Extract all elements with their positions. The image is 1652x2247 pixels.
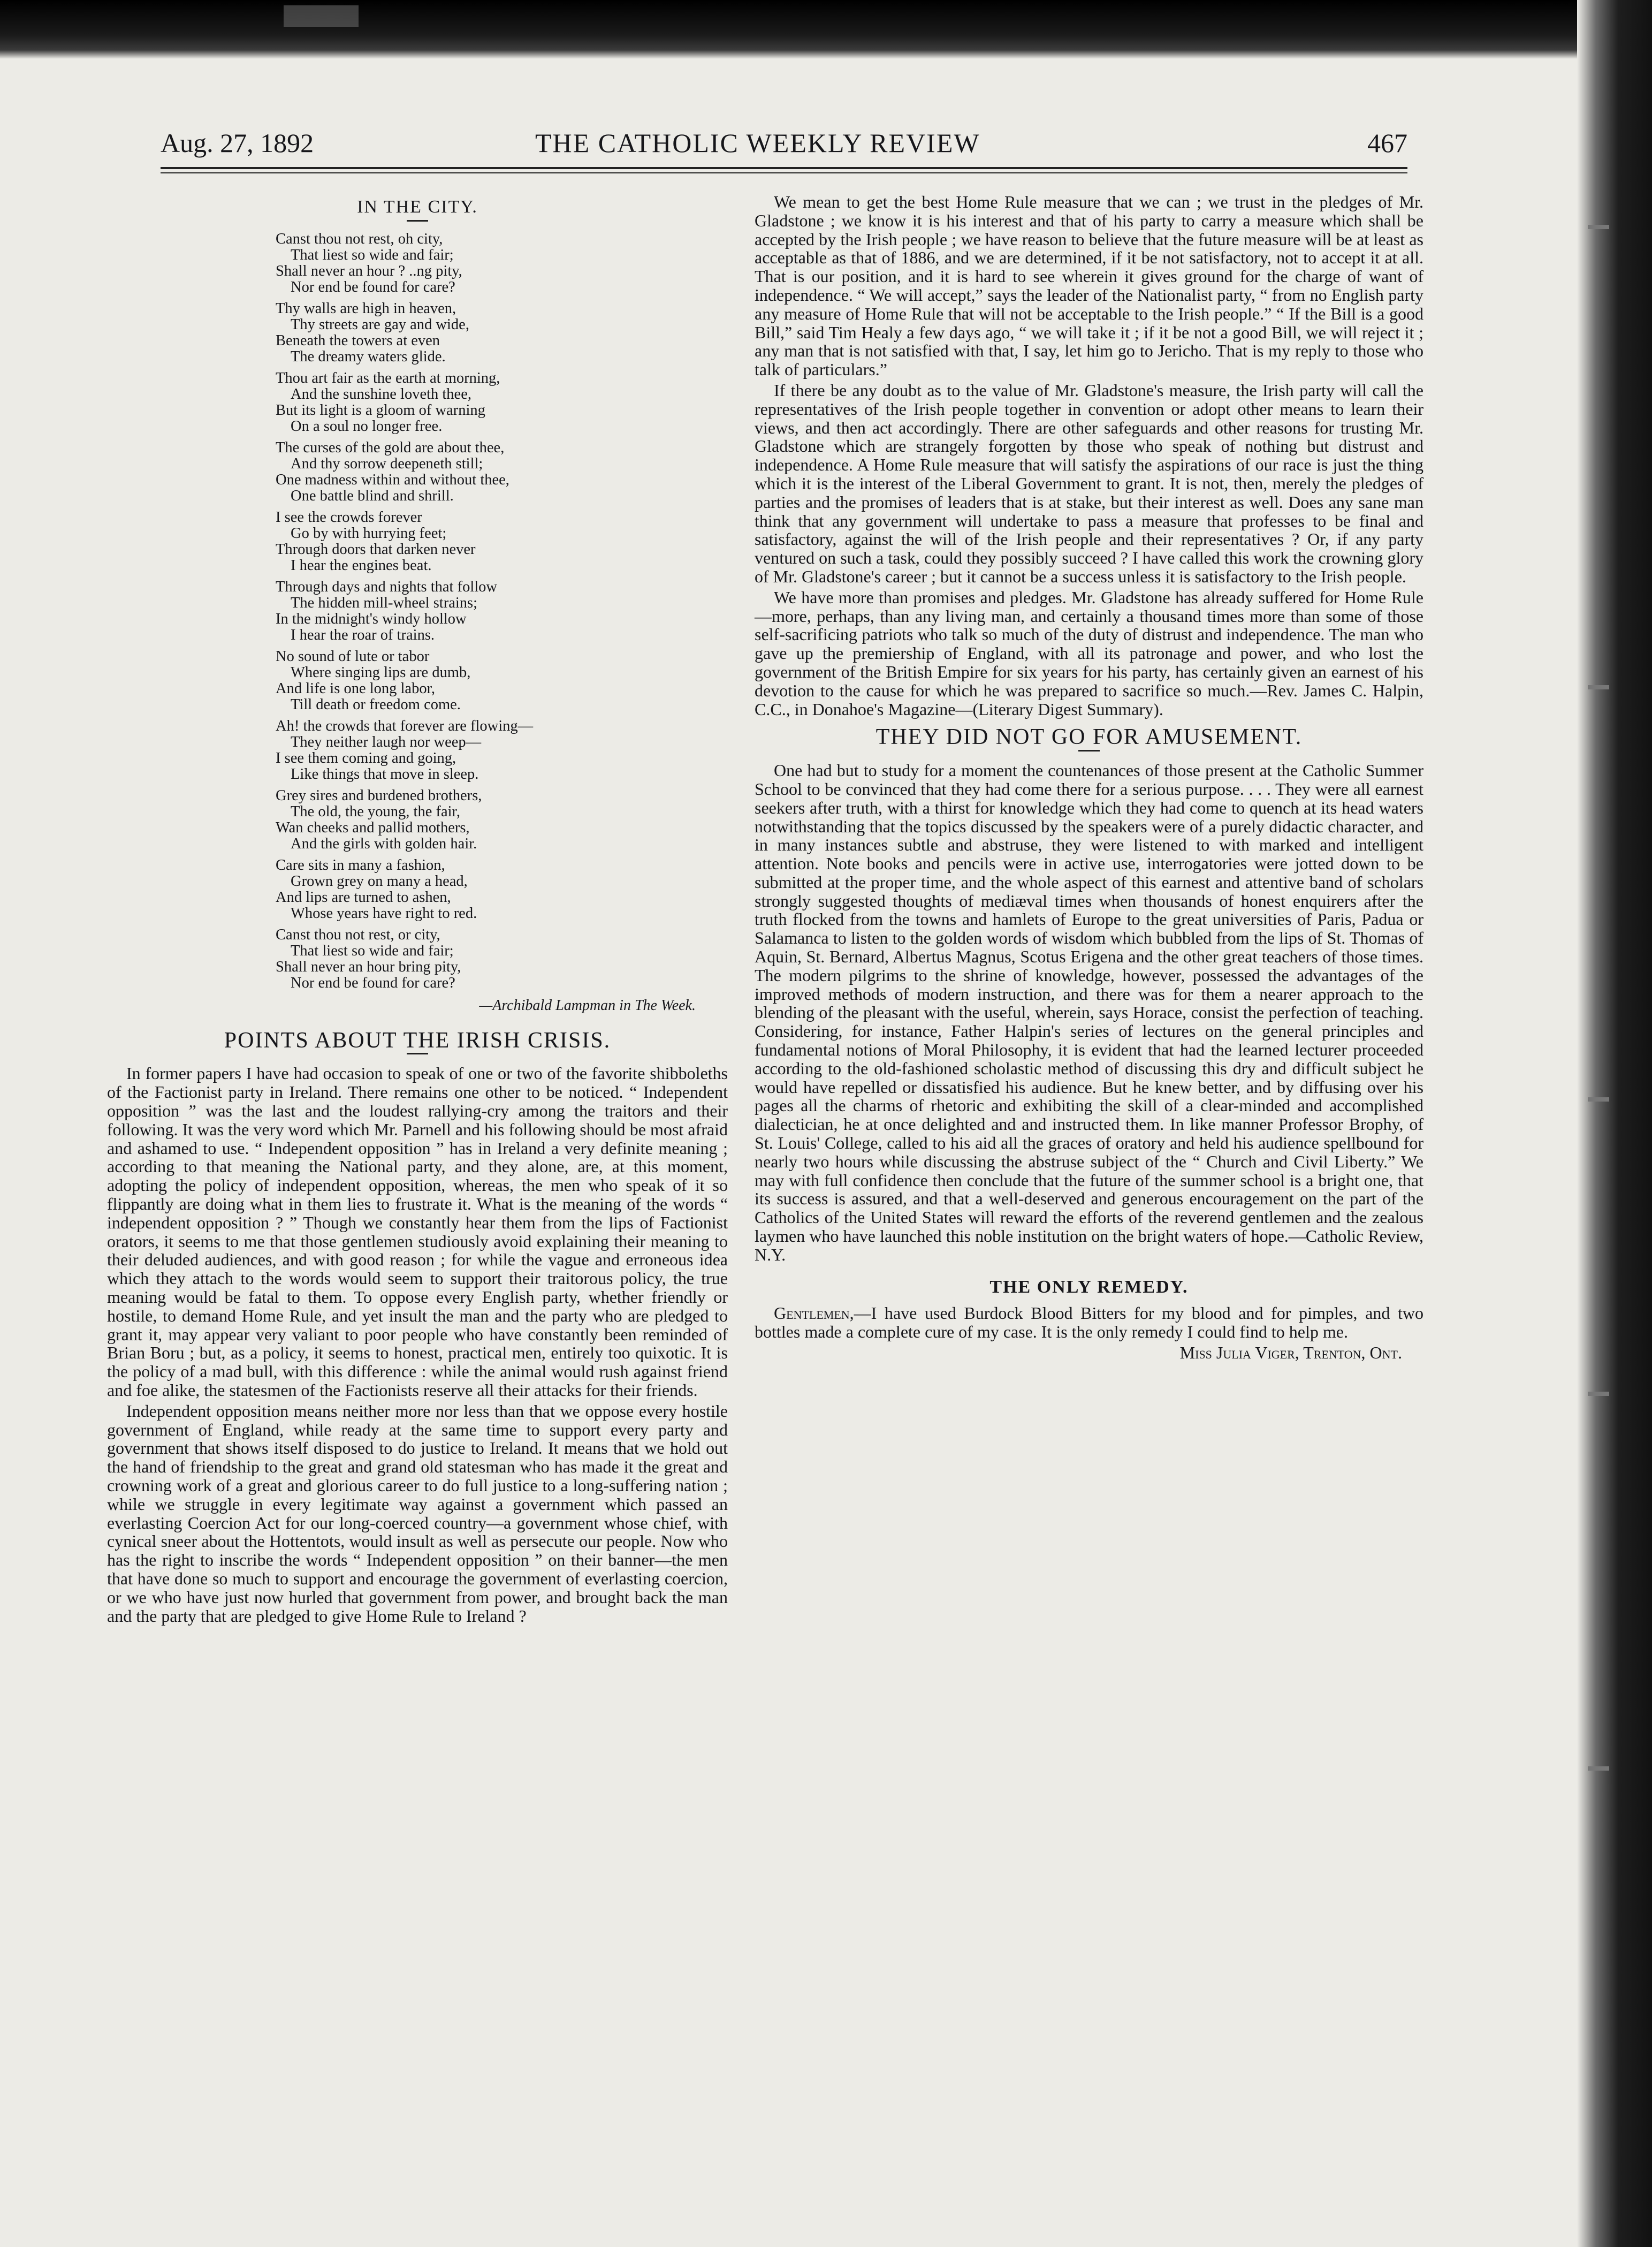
poem-line: But its light is a gloom of warning: [276, 401, 485, 419]
poem-line: And life is one long labor,: [276, 680, 436, 697]
poem-stanza: [276, 301, 728, 365]
poem-line: The old, the young, the fair,: [291, 803, 461, 820]
poem-line: I see them coming and going,: [276, 749, 456, 766]
header-page-number: 467: [1367, 128, 1407, 158]
right-column: [755, 193, 1423, 1362]
poem-line: And the sunshine loveth thee,: [291, 385, 471, 403]
poem-line: Whose years have right to red.: [291, 905, 477, 922]
poem-stanza: [276, 510, 728, 574]
section-dash: [407, 1053, 428, 1054]
poem-line: Canst thou not rest, oh city,: [276, 230, 443, 247]
poem-line: They neither laugh nor weep—: [291, 733, 482, 750]
remedy-title: THE ONLY REMEDY.: [989, 1277, 1189, 1297]
poem-line: Till death or freedom come.: [291, 696, 461, 713]
poem-stanza: [276, 231, 728, 295]
left-column: [107, 193, 728, 1627]
poem-stanza: [276, 927, 728, 991]
article-paragraph: In former papers I have had occasion to speak of one or two of the favorite shibboleths of the Factionist party in Ireland. There remains one other to be noticed. “ Independent opposition ” was the last and the loudest rallying-cry among the traitors and their following. It was the very word which Mr. Parnell and his following should be most afraid and ashamed to use. “ Independent opposition ” has in Ireland a very definite meaning ; according to that meaning the National party, and they alone, are, at this moment, adopting the policy of independent opposition, whereas, the men who speak of it so flippantly are doing what in them lies to frustrate it. What is the meaning of the words “ independent opposition ? ” Though we constantly hear them from the lips of Factionist orators, it seems to me that those gentlemen studiously avoid explaining their meaning to their deluded audiences, and with good reason ; for while the vague and erroneous idea which they attach to the words would seem to support their traitorous policy, the true meaning would be fatal to them. To oppose every English party, whether friendly or hostile, to demand Home Rule, and yet insult the man and the party who are pledged to grant it, may appear very valiant to poor people who have constantly been reminded of Brian Boru ; but, as a policy, it seems to honest, practical men, entirely too quixotic. It is the policy of a mad bull, with this difference : while the animal would rush against friend and foe alike, the statesmen of the Factionists reserve all their attacks for their friends.: [107, 1064, 728, 1400]
poem-line: Canst thou not rest, or city,: [276, 926, 440, 943]
remedy-paragraph: [755, 1304, 1423, 1341]
poem-attribution: —Archibald Lampman in The Week.: [479, 997, 696, 1014]
header-rule-thin: [161, 172, 1407, 173]
remedy-body: —I have used Burdock Blood Bitters for my blood and for pimples, and two bottles made a complete cure of my case. It is the only remedy I could find to help me.: [755, 1303, 1423, 1342]
poem-line: Grey sires and burdened brothers,: [276, 787, 482, 804]
poem-line: The curses of the gold are about thee,: [276, 439, 505, 456]
section-dash: [1078, 750, 1100, 751]
poem-line: On a soul no longer free.: [291, 417, 443, 435]
poem-line: Care sits in many a fashion,: [276, 856, 445, 874]
remedy-signature: Miss Julia Viger, Trenton, Ont.: [1179, 1343, 1402, 1363]
poem-line: Thy walls are high in heaven,: [276, 300, 456, 317]
poem-body: [276, 231, 728, 991]
poem-line: That liest so wide and fair;: [291, 246, 454, 263]
article-paragraph: One had but to study for a moment the countenances of those present at the Catholic Summer School to be convinced that they had come there for a serious purpose. . . . They were all earnest seekers after truth, with a thirst for knowledge which they had come to quench at its head waters notwithstanding that the topics discussed by the speakers were of a purely didactic character, and in many instances subtle and abstruse, they were listened to with marked and intelligent attention. Note books and pencils were in active use, interrogatories were jotted down to be submitted at the proper time, and the whole aspect of this earnest and attentive band of scholars strongly suggested thoughts of mediæval times when thousands of honest enquirers after the truth flocked from the towns and hamlets of Europe to the great universities of Paris, Padua or Salamanca to listen to the golden words of wisdom which bubbled from the lips of St. Thomas of Aquin, St. Bernard, Albertus Magnus, Scotus Erigena and the other great teachers of those times. The modern pilgrims to the shrine of knowledge, however, possessed the advantages of the improved methods of modern instruction, and there was for them a nearer approach to the blending of the pleasant with the useful, wherein, says Horace, consist the perfection of teaching. Considering, for instance, Father Halpin's series of lectures on the general principles and fundamental notions of Moral Philosophy, it is evident that had the learned lecturer proceeded according to the old-fashioned scholastic method of discussing this dry and difficult subject he would have repelled or dissatisfied his audience. But he knew better, and by diffusing over his pages all the charms of rhetoric and exhibiting the skill of a clear-minded and accomplished dialectician, he at once delighted and and instructed them. In like manner Professor Brophy, of St. Louis' College, called to his aid all the graces of oratory and held his audience spellbound for nearly two hours while discussing the abstruse subject of the “ Church and Civil Liberty.” We may with full confidence then conclude that the future of the summer school is a bright one, that its success is assured, and that a well-deserved and generous encouragement on the part of the Catholics of the United States will reward the efforts of the reverend gentlemen and the zealous laymen who have launched this noble institution on the bright waters of hope.—Catholic Review, N.Y.: [755, 761, 1423, 1264]
section-dash: [407, 220, 428, 222]
poem-line: That liest so wide and fair;: [291, 942, 454, 959]
poem-line: Nor end be found for care?: [291, 974, 455, 991]
poem-line: Thou art fair as the earth at morning,: [276, 369, 500, 386]
poem-line: I see the crowds forever: [276, 508, 422, 526]
poem-line: Through doors that darken never: [276, 541, 476, 558]
poem-line: Like things that move in sleep.: [291, 765, 479, 783]
poem-stanza: [276, 718, 728, 783]
header-title: THE CATHOLIC WEEKLY REVIEW: [535, 128, 980, 158]
poem-line: One battle blind and shrill.: [291, 487, 454, 504]
poem-line: One madness within and without thee,: [276, 471, 509, 488]
article-paragraph: If there be any doubt as to the value of Mr. Gladstone's measure, the Irish party will call the representatives of the Irish people together in convention or adopt other means to learn their views, and then act accordingly. There are other safeguards and other reasons for trusting Mr. Gladstone which are strangely forgotten by those who speak of nothing but distrust and independence. A Home Rule measure that will satisfy the aspirations of our race is just the thing which it is the interest of the Liberal Government to grant. It is not, then, merely the pledges of parties and the promises of leaders that is at stake, but their interest as well. Does any sane man think that any government will undertake to pass a measure that professes to be final and satisfactory, against the will of the Irish people and their representatives ? Or, if any party ventured on such a task, could they possibly succeed ? I have called this work the crowning glory of Mr. Gladstone's career ; but it cannot be a success unless it is satisfactory to the Irish people.: [755, 380, 1423, 586]
poem-line: Shall never an hour ? ..ng pity,: [276, 262, 462, 279]
poem-line: The dreamy waters glide.: [291, 348, 446, 365]
poem-line: Wan cheeks and pallid mothers,: [276, 819, 470, 836]
remedy-salutation: Gentlemen,: [774, 1303, 854, 1323]
article-paragraph: Independent opposition means neither more nor less than that we oppose every hostile government of England, while ready at the same time to support every party and government that shows itself disposed to do justice to Ireland. It means that we hold out the hand of friendship to the great and grand old statesman who has made it the great and crowning work of a great and glorious career to do full justice to a long-suffering nation ; while we struggle in every legitimate way against a government which passed an everlasting Coercion Act for our long-coerced country—a government whose chief, with cynical sneer about the Hottentots, would insult as well as persecute our people. Now who has the right to inscribe the words “ Independent opposition ” on their banner—the men that have done so much to support and encourage the government of everlasting coercion, or we who have just now hurled that government from power, and brought back the man and the party that are pledged to give Home Rule to Ireland ?: [107, 1401, 728, 1626]
amusement-title: THEY DID NOT GO FOR AMUSEMENT.: [876, 725, 1303, 750]
poem-line: Ah! the crowds that forever are flowing—: [276, 717, 534, 734]
poem-stanza: [276, 857, 728, 922]
poem-line: Nor end be found for care?: [291, 278, 455, 295]
poem-line: In the midnight's windy hollow: [276, 610, 467, 627]
poem-line: I hear the engines beat.: [291, 557, 432, 574]
poem-line: And thy sorrow deepeneth still;: [291, 455, 483, 472]
poem-line: And lips are turned to ashen,: [276, 889, 451, 906]
poem-line: Beneath the towers at even: [276, 332, 440, 349]
poem-title: IN THE CITY.: [357, 197, 478, 217]
poem-line: Thy streets are gay and wide,: [291, 316, 469, 333]
poem-line: And the girls with golden hair.: [291, 835, 477, 852]
article-paragraph: We have more than promises and pledges. Mr. Gladstone has already suffered for Home Rule—more, perhaps, than any living man, and certainly a thousand times more than some of those self-sacrificing patriots who talk so much of the duty of distrust and independence. The man who gave up the premiership of England, with all its patronage and power, and who lost the government of the British Empire for six years for his party, has certainly given an earnest of his devotion to the cause for which he was prepared to sacrifice so much.—Rev. James C. Halpin, C.C., in Donahoe's Magazine—(Literary Digest Summary).: [755, 587, 1423, 719]
poem-stanza: [276, 440, 728, 504]
article-paragraph: We mean to get the best Home Rule measure that we can ; we trust in the pledges of Mr. Gladstone ; we know it is his interest and that of his party to carry a measure which shall be accepted by the Irish people ; we have reason to believe that the future measure will be at least as acceptable as that of 1886, and we are determined, if it be not satisfactory, not to accept it at all. That is our position, and it is hard to see wherein it gives ground for the charge of want of independence. “ We will accept,” says the leader of the Nationalist party, “ from no English party any measure of Home Rule that will not be acceptable to the Irish people.” “ If the Bill is a good Bill,” said Tim Healy a few days ago, “ we will take it ; if it be not a good Bill, we will reject it ; any man that is not satisfied with that, I say, let him go to Jericho. That is my reply to those who talk of particulars.”: [755, 192, 1423, 379]
poem-stanza: [276, 788, 728, 852]
poem-line: The hidden mill-wheel strains;: [291, 594, 478, 611]
page-header: [161, 127, 1407, 165]
header-rule: [161, 167, 1407, 169]
poem-stanza: [276, 579, 728, 643]
poem-line: Where singing lips are dumb,: [291, 664, 471, 681]
poem-line: Shall never an hour bring pity,: [276, 958, 461, 975]
poem-line: Go by with hurrying feet;: [291, 525, 447, 542]
irish-crisis-title: POINTS ABOUT THE IRISH CRISIS.: [224, 1028, 611, 1053]
poem-stanza: [276, 370, 728, 435]
poem-line: Grown grey on many a head,: [291, 872, 468, 890]
poem-line: I hear the roar of trains.: [291, 626, 435, 643]
poem-line: Through days and nights that follow: [276, 578, 497, 595]
header-date: Aug. 27, 1892: [161, 128, 314, 158]
poem-line: No sound of lute or tabor: [276, 648, 430, 665]
poem-stanza: [276, 649, 728, 713]
